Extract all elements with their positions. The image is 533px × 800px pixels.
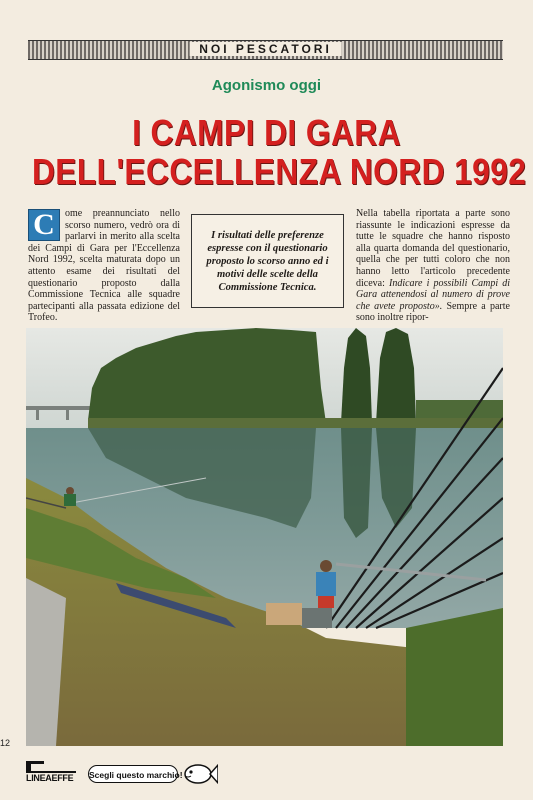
- left-column-text: ome preannunciato nello scorso numero, vedrò ora di parlarvi in merito alla scelta dei Campi di Gara per l'Eccellenza Nord 1992, scelta maturata dopo un attento esame dei risultati del questionario proposto dalla Commissione Tecnica alle squadre partecipanti alla passata edizione del Trofeo.: [28, 208, 180, 324]
- brand-badge: Scegli questo marchio!: [88, 765, 178, 783]
- fish-icon: [176, 761, 218, 787]
- pull-quote-box: [191, 214, 344, 308]
- photo-illustration: [26, 328, 503, 746]
- article-left-column: [28, 208, 180, 324]
- section-header-band: [28, 40, 503, 60]
- page-number: 12: [0, 738, 11, 748]
- article-title-line-2: DELL'ECCELLENZA NORD 1992: [31, 151, 527, 192]
- right-column-paragraph: [356, 208, 510, 324]
- right-column-text-2: Sempre a parte sono inoltre ripor-: [356, 300, 510, 324]
- right-column-text-1: Nella tabella riportata a parte sono riassunte le indicazioni espresse da tutte le squadre che hanno risposto alla quarta domanda del questionario, quella che per tutti coloro che non hanno letto l'articolo precedente diceva:: [356, 208, 510, 289]
- article-title-line-1: I CAMPI DI GARA: [132, 112, 401, 153]
- right-column-quote: Indicare i possibili Campi di Gara attenendosi al numero di prove che avete proposto».: [356, 277, 511, 312]
- river-fishing-photo: [26, 328, 503, 746]
- section-header-label: NOI PESCATORI: [189, 42, 342, 56]
- article-kicker: Agonismo oggi: [211, 77, 322, 94]
- article-right-column: [356, 208, 510, 324]
- drop-cap: C: [28, 209, 60, 241]
- pull-quote-text: I risultati delle preferenze espresse con il questionario proposto lo scorso anno ed i motivi delle scelte della Commissione Tecnica.: [206, 229, 329, 293]
- brand-logo-text: LINEAEFFE: [26, 773, 74, 783]
